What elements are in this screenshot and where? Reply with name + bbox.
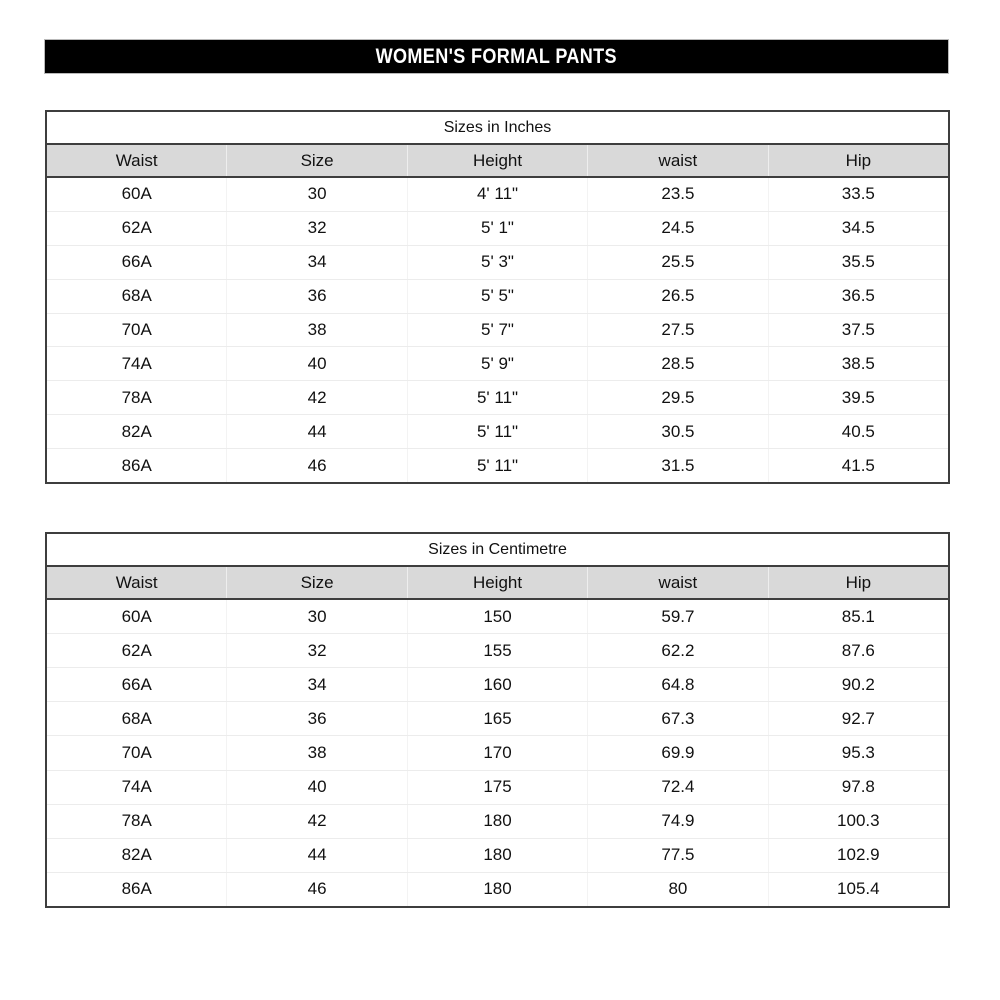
column-header: Hip xyxy=(845,573,872,592)
title-bar xyxy=(45,40,948,73)
table-cell: 36 xyxy=(227,702,407,735)
table-caption-centimetre: Sizes in Centimetre xyxy=(47,534,948,567)
table-cell: 60A xyxy=(47,600,227,633)
table-caption-inches: Sizes in Inches xyxy=(47,112,948,145)
table-cell: 28.5 xyxy=(588,347,768,380)
table-cell: 31.5 xyxy=(588,449,768,482)
table-cell: 68A xyxy=(47,280,227,313)
table-cell: 5' 11" xyxy=(408,449,588,482)
table-header-row xyxy=(47,567,948,600)
table-cell: 38 xyxy=(227,314,407,347)
table-cell: 36 xyxy=(227,280,407,313)
table-cell: 175 xyxy=(408,771,588,804)
table-cell: 95.3 xyxy=(841,742,875,762)
table-cell: 92.7 xyxy=(841,708,875,728)
page-title: WOMEN'S FORMAL PANTS xyxy=(375,44,618,68)
table-cell: 37.5 xyxy=(841,320,875,339)
table-cell: 72.4 xyxy=(588,771,768,804)
table-row xyxy=(47,600,948,634)
table-cell: 97.8 xyxy=(841,777,875,797)
table-row xyxy=(47,634,948,668)
table-body xyxy=(47,600,948,906)
column-header: Height xyxy=(408,145,588,176)
table-cell: 69.9 xyxy=(588,736,768,769)
table-row xyxy=(47,280,948,314)
column-header: Size xyxy=(227,567,407,598)
table-cell: 34.5 xyxy=(841,218,875,238)
table-cell: 5' 9" xyxy=(408,347,588,380)
table-cell: 102.9 xyxy=(837,845,880,865)
table-cell: 86A xyxy=(47,873,227,906)
table-cell: 30 xyxy=(227,178,407,211)
column-header: waist xyxy=(588,145,768,176)
table-cell: 44 xyxy=(227,415,407,448)
table-cell: 27.5 xyxy=(588,314,768,347)
table-cell: 38 xyxy=(227,736,407,769)
table-cell: 180 xyxy=(408,805,588,838)
table-cell: 5' 11" xyxy=(408,415,588,448)
table-cell: 41.5 xyxy=(841,455,875,475)
table-cell: 4' 11" xyxy=(408,178,588,211)
table-cell: 32 xyxy=(227,634,407,667)
table-row xyxy=(47,381,948,415)
table-row xyxy=(47,212,948,246)
table-cell: 62A xyxy=(47,212,227,245)
table-cell: 90.2 xyxy=(841,674,875,694)
table-cell: 30 xyxy=(227,600,407,633)
table-cell: 66A xyxy=(47,668,227,701)
table-cell: 24.5 xyxy=(588,212,768,245)
table-cell: 78A xyxy=(47,805,227,838)
table-cell: 67.3 xyxy=(588,702,768,735)
table-cell: 70A xyxy=(47,314,227,347)
table-cell: 40.5 xyxy=(841,421,875,441)
inches-size-table xyxy=(45,110,950,484)
table-row xyxy=(47,736,948,770)
table-cell: 42 xyxy=(227,805,407,838)
table-cell: 74A xyxy=(47,771,227,804)
table-cell: 62A xyxy=(47,634,227,667)
centimetre-size-table xyxy=(45,532,950,908)
table-cell: 100.3 xyxy=(837,811,880,831)
table-cell: 64.8 xyxy=(588,668,768,701)
table-cell: 78A xyxy=(47,381,227,414)
table-cell: 74.9 xyxy=(588,805,768,838)
table-cell: 29.5 xyxy=(588,381,768,414)
table-row xyxy=(47,347,948,381)
table-row xyxy=(47,246,948,280)
table-cell: 5' 3" xyxy=(408,246,588,279)
table-cell: 5' 7" xyxy=(408,314,588,347)
table-row xyxy=(47,449,948,482)
table-cell: 26.5 xyxy=(588,280,768,313)
table-row xyxy=(47,668,948,702)
table-cell: 35.5 xyxy=(841,252,875,272)
table-cell: 180 xyxy=(408,873,588,906)
table-cell: 42 xyxy=(227,381,407,414)
table-cell: 39.5 xyxy=(841,387,875,407)
table-cell: 105.4 xyxy=(837,879,880,899)
table-row xyxy=(47,839,948,873)
column-header: Height xyxy=(408,567,588,598)
table-body xyxy=(47,178,948,482)
table-row xyxy=(47,314,948,348)
table-row xyxy=(47,771,948,805)
column-header: Size xyxy=(227,145,407,176)
table-row xyxy=(47,873,948,906)
table-cell: 46 xyxy=(227,449,407,482)
table-cell: 32 xyxy=(227,212,407,245)
table-cell: 40 xyxy=(227,347,407,380)
table-cell: 5' 1" xyxy=(408,212,588,245)
table-cell: 170 xyxy=(408,736,588,769)
table-row xyxy=(47,805,948,839)
table-row xyxy=(47,702,948,736)
column-header: waist xyxy=(588,567,768,598)
table-cell: 38.5 xyxy=(841,353,875,373)
table-cell: 5' 5" xyxy=(408,280,588,313)
table-cell: 34 xyxy=(227,668,407,701)
table-cell: 66A xyxy=(47,246,227,279)
table-cell: 25.5 xyxy=(588,246,768,279)
table-cell: 74A xyxy=(47,347,227,380)
table-cell: 160 xyxy=(408,668,588,701)
column-header: Hip xyxy=(845,151,872,170)
table-cell: 155 xyxy=(408,634,588,667)
table-cell: 59.7 xyxy=(588,600,768,633)
column-header: Waist xyxy=(47,567,227,598)
table-cell: 40 xyxy=(227,771,407,804)
table-cell: 77.5 xyxy=(588,839,768,872)
table-cell: 44 xyxy=(227,839,407,872)
table-cell: 62.2 xyxy=(588,634,768,667)
table-cell: 46 xyxy=(227,873,407,906)
table-row xyxy=(47,178,948,212)
table-cell: 33.5 xyxy=(841,184,875,204)
table-header-row xyxy=(47,145,948,178)
table-cell: 165 xyxy=(408,702,588,735)
table-cell: 180 xyxy=(408,839,588,872)
table-cell: 34 xyxy=(227,246,407,279)
table-cell: 80 xyxy=(588,873,768,906)
table-cell: 87.6 xyxy=(841,640,875,660)
table-cell: 85.1 xyxy=(841,606,875,626)
table-cell: 82A xyxy=(47,415,227,448)
table-cell: 36.5 xyxy=(841,286,875,306)
table-cell: 68A xyxy=(47,702,227,735)
table-cell: 23.5 xyxy=(588,178,768,211)
table-cell: 70A xyxy=(47,736,227,769)
table-cell: 86A xyxy=(47,449,227,482)
table-cell: 82A xyxy=(47,839,227,872)
table-cell: 150 xyxy=(408,600,588,633)
table-cell: 5' 11" xyxy=(408,381,588,414)
column-header: Waist xyxy=(47,145,227,176)
table-cell: 60A xyxy=(47,178,227,211)
table-row xyxy=(47,415,948,449)
table-cell: 30.5 xyxy=(588,415,768,448)
